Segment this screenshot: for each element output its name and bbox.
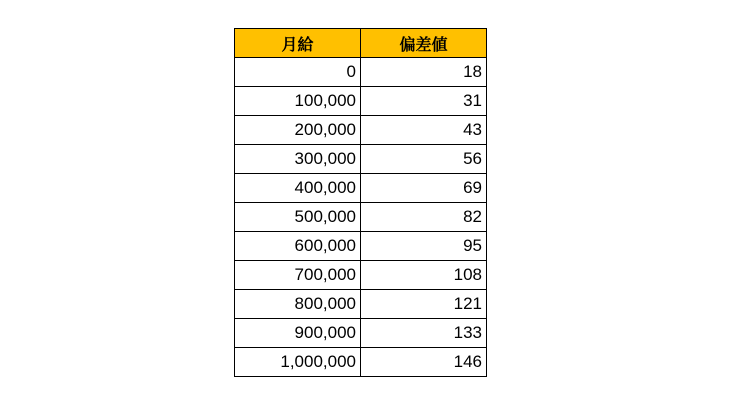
cell-salary[interactable]: 800,000	[235, 290, 361, 319]
table-row	[235, 174, 487, 203]
table-row	[235, 232, 487, 261]
header-monthly-salary[interactable]: 月給	[235, 29, 361, 58]
cell-salary[interactable]: 700,000	[235, 261, 361, 290]
cell-salary[interactable]: 1,000,000	[235, 348, 361, 377]
table-row	[235, 290, 487, 319]
cell-deviation[interactable]: 18	[361, 58, 487, 87]
cell-salary[interactable]: 100,000	[235, 87, 361, 116]
table-row	[235, 87, 487, 116]
cell-salary[interactable]: 200,000	[235, 116, 361, 145]
cell-salary[interactable]: 600,000	[235, 232, 361, 261]
table-row	[235, 319, 487, 348]
cell-deviation[interactable]: 31	[361, 87, 487, 116]
table-row	[235, 348, 487, 377]
table-row	[235, 145, 487, 174]
header-deviation-value[interactable]: 偏差値	[361, 29, 487, 58]
data-table-container	[234, 28, 487, 377]
cell-deviation[interactable]: 82	[361, 203, 487, 232]
cell-deviation[interactable]: 146	[361, 348, 487, 377]
cell-deviation[interactable]: 56	[361, 145, 487, 174]
cell-salary[interactable]: 300,000	[235, 145, 361, 174]
cell-deviation[interactable]: 108	[361, 261, 487, 290]
table-row	[235, 261, 487, 290]
cell-deviation[interactable]: 95	[361, 232, 487, 261]
cell-deviation[interactable]: 43	[361, 116, 487, 145]
table-row	[235, 203, 487, 232]
cell-salary[interactable]: 400,000	[235, 174, 361, 203]
cell-deviation[interactable]: 69	[361, 174, 487, 203]
salary-deviation-table	[234, 28, 487, 377]
cell-salary[interactable]: 0	[235, 58, 361, 87]
table-row	[235, 58, 487, 87]
cell-salary[interactable]: 500,000	[235, 203, 361, 232]
table-header-row	[235, 29, 487, 58]
cell-salary[interactable]: 900,000	[235, 319, 361, 348]
cell-deviation[interactable]: 133	[361, 319, 487, 348]
table-row	[235, 116, 487, 145]
cell-deviation[interactable]: 121	[361, 290, 487, 319]
